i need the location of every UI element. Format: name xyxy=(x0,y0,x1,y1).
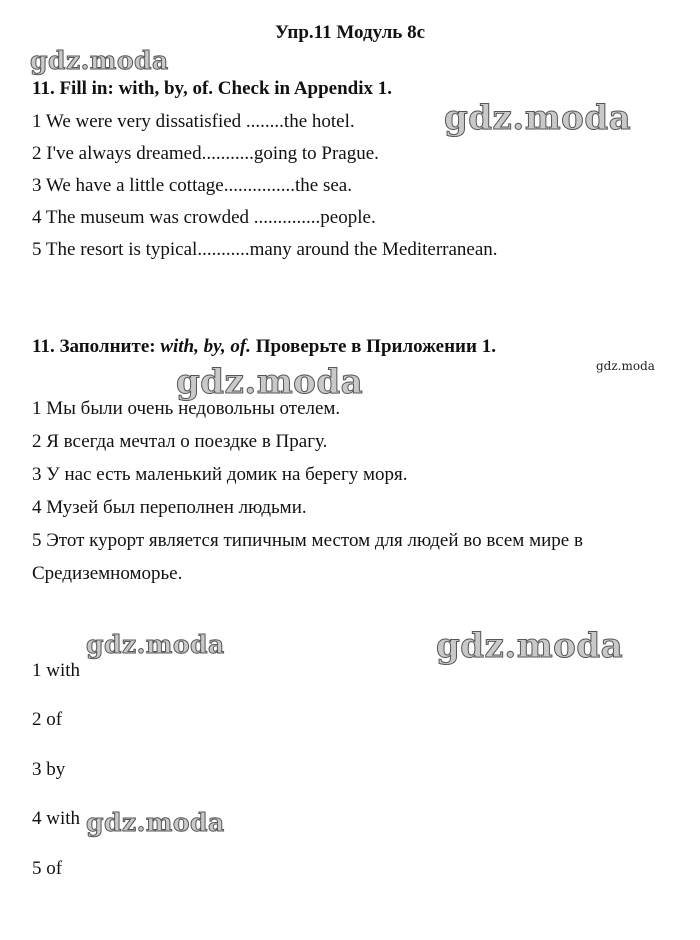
exercise-ru-item: Средиземноморье. xyxy=(32,563,183,584)
exercise-ru-heading xyxy=(32,336,496,358)
exercise-en-item: 4 The museum was crowded ..............people. xyxy=(32,207,376,228)
exercise-ru-item: 5 Этот курорт является типичным местом для людей во всем мире в xyxy=(32,530,583,551)
watermark: gdz.moda xyxy=(596,359,655,373)
watermark: gdz.moda xyxy=(444,98,632,138)
exercise-en-item: 3 We have a little cottage...............the sea. xyxy=(32,175,352,196)
answer-item: 3 by xyxy=(32,759,66,780)
answer-item: 5 of xyxy=(32,858,63,879)
exercise-en-item: 5 The resort is typical...........many around the Mediterranean. xyxy=(32,239,498,260)
exercise-ru-heading-prefix: 11. Заполните: xyxy=(32,336,161,357)
watermark: gdz.moda xyxy=(436,626,624,666)
exercise-ru-item: 4 Музей был переполнен людьми. xyxy=(32,497,307,518)
exercise-ru-item: 2 Я всегда мечтал о поездке в Прагу. xyxy=(32,431,328,452)
exercise-ru-heading-suffix: Проверьте в Приложении 1. xyxy=(250,336,496,357)
answer-item: 1 with xyxy=(32,660,81,681)
watermark: gdz.moda xyxy=(86,630,225,659)
exercise-ru-heading-words: with, by, of. xyxy=(160,336,251,357)
watermark: gdz.moda xyxy=(176,362,364,402)
exercise-en-item: 2 I've always dreamed...........going to Prague. xyxy=(32,143,379,164)
page-title: Упр.11 Модуль 8с xyxy=(274,22,425,43)
answer-item: 4 with xyxy=(32,808,81,829)
exercise-en-item: 1 We were very dissatisfied ........the hotel. xyxy=(32,111,355,132)
answer-item: 2 of xyxy=(32,709,63,730)
watermark: gdz.moda xyxy=(86,808,225,837)
exercise-ru-item: 3 У нас есть маленький домик на берегу моря. xyxy=(32,464,408,485)
exercise-en-heading: 11. Fill in: with, by, of. Check in Appendix 1. xyxy=(32,78,393,99)
watermark: gdz.moda xyxy=(30,46,169,75)
exercise-ru-item: 1 Мы были очень недовольны отелем. xyxy=(32,398,341,419)
